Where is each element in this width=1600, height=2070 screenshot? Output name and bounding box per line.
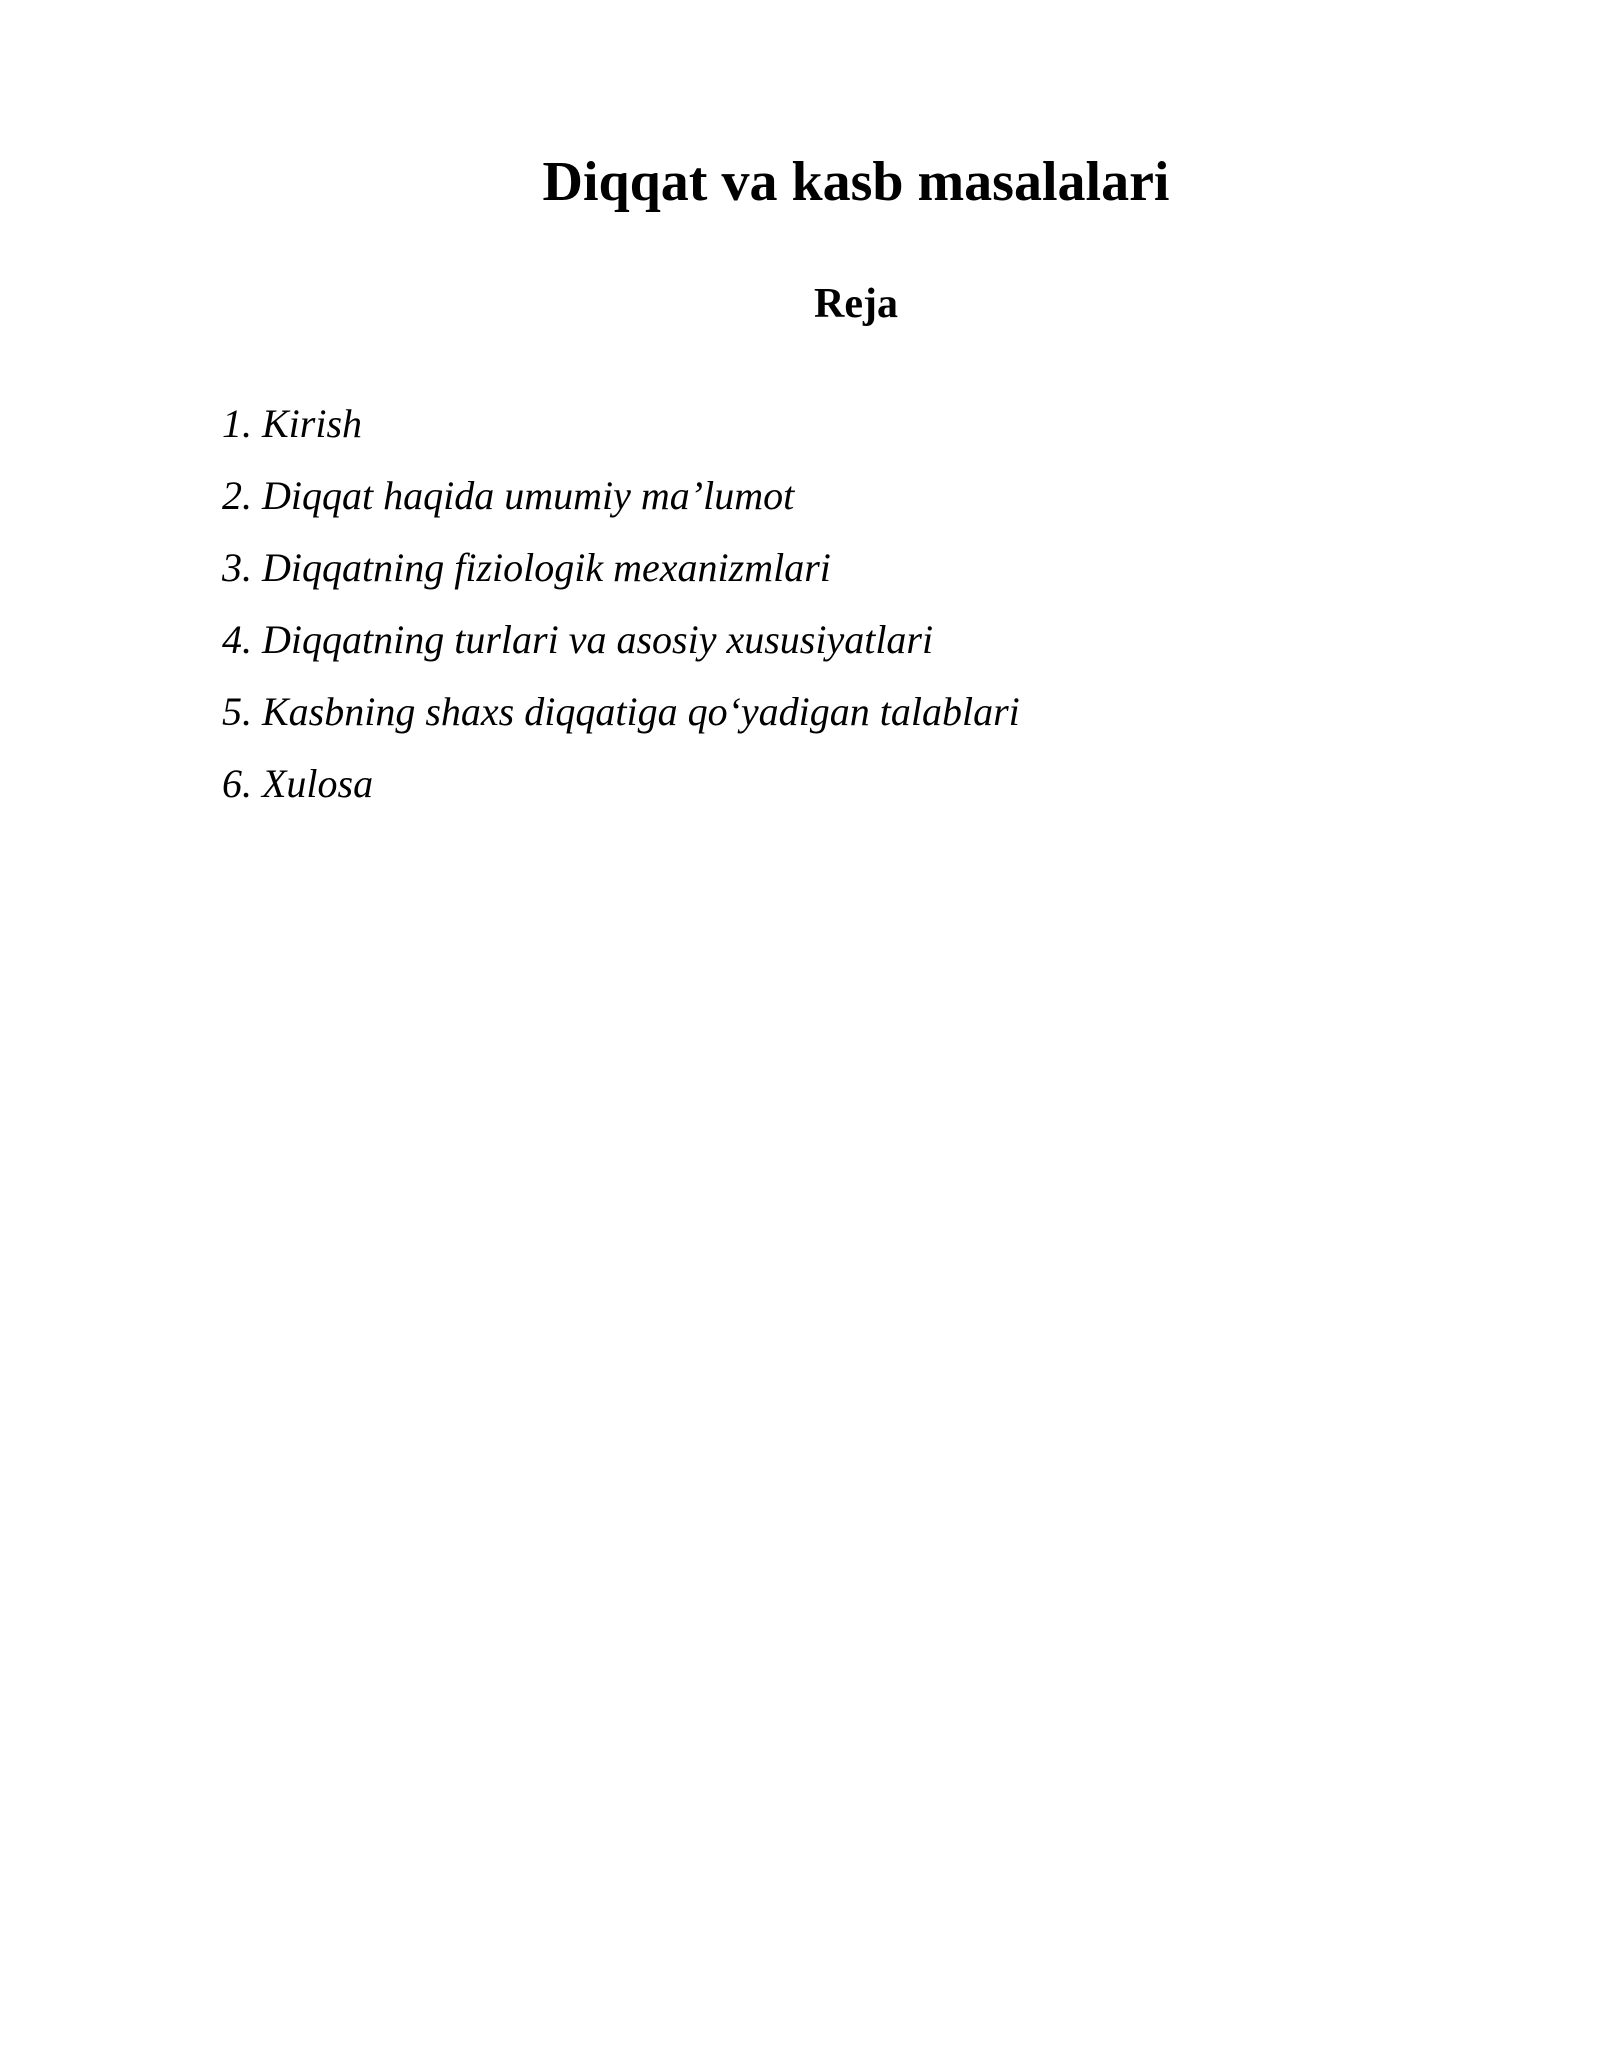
- plan-item-physiological-mechanisms: 3. Diqqatning fiziologik mexanizmlari: [222, 545, 831, 590]
- plan-heading: Reja: [814, 281, 898, 327]
- plan-list: [222, 388, 1020, 820]
- plan-item-general-info: 2. Diqqat haqida umumiy ma’lumot: [222, 473, 795, 518]
- plan-item-types-and-properties: 4. Diqqatning turlari va asosiy xususiyatlari: [222, 617, 934, 662]
- plan-item-conclusion: 6. Xulosa: [222, 761, 374, 806]
- plan-item-introduction: 1. Kirish: [222, 401, 363, 446]
- plan-item-profession-requirements: 5. Kasbning shaxs diqqatiga qo‘yadigan talablari: [222, 689, 1020, 734]
- document-title: Diqqat va kasb masalalari: [542, 151, 1170, 213]
